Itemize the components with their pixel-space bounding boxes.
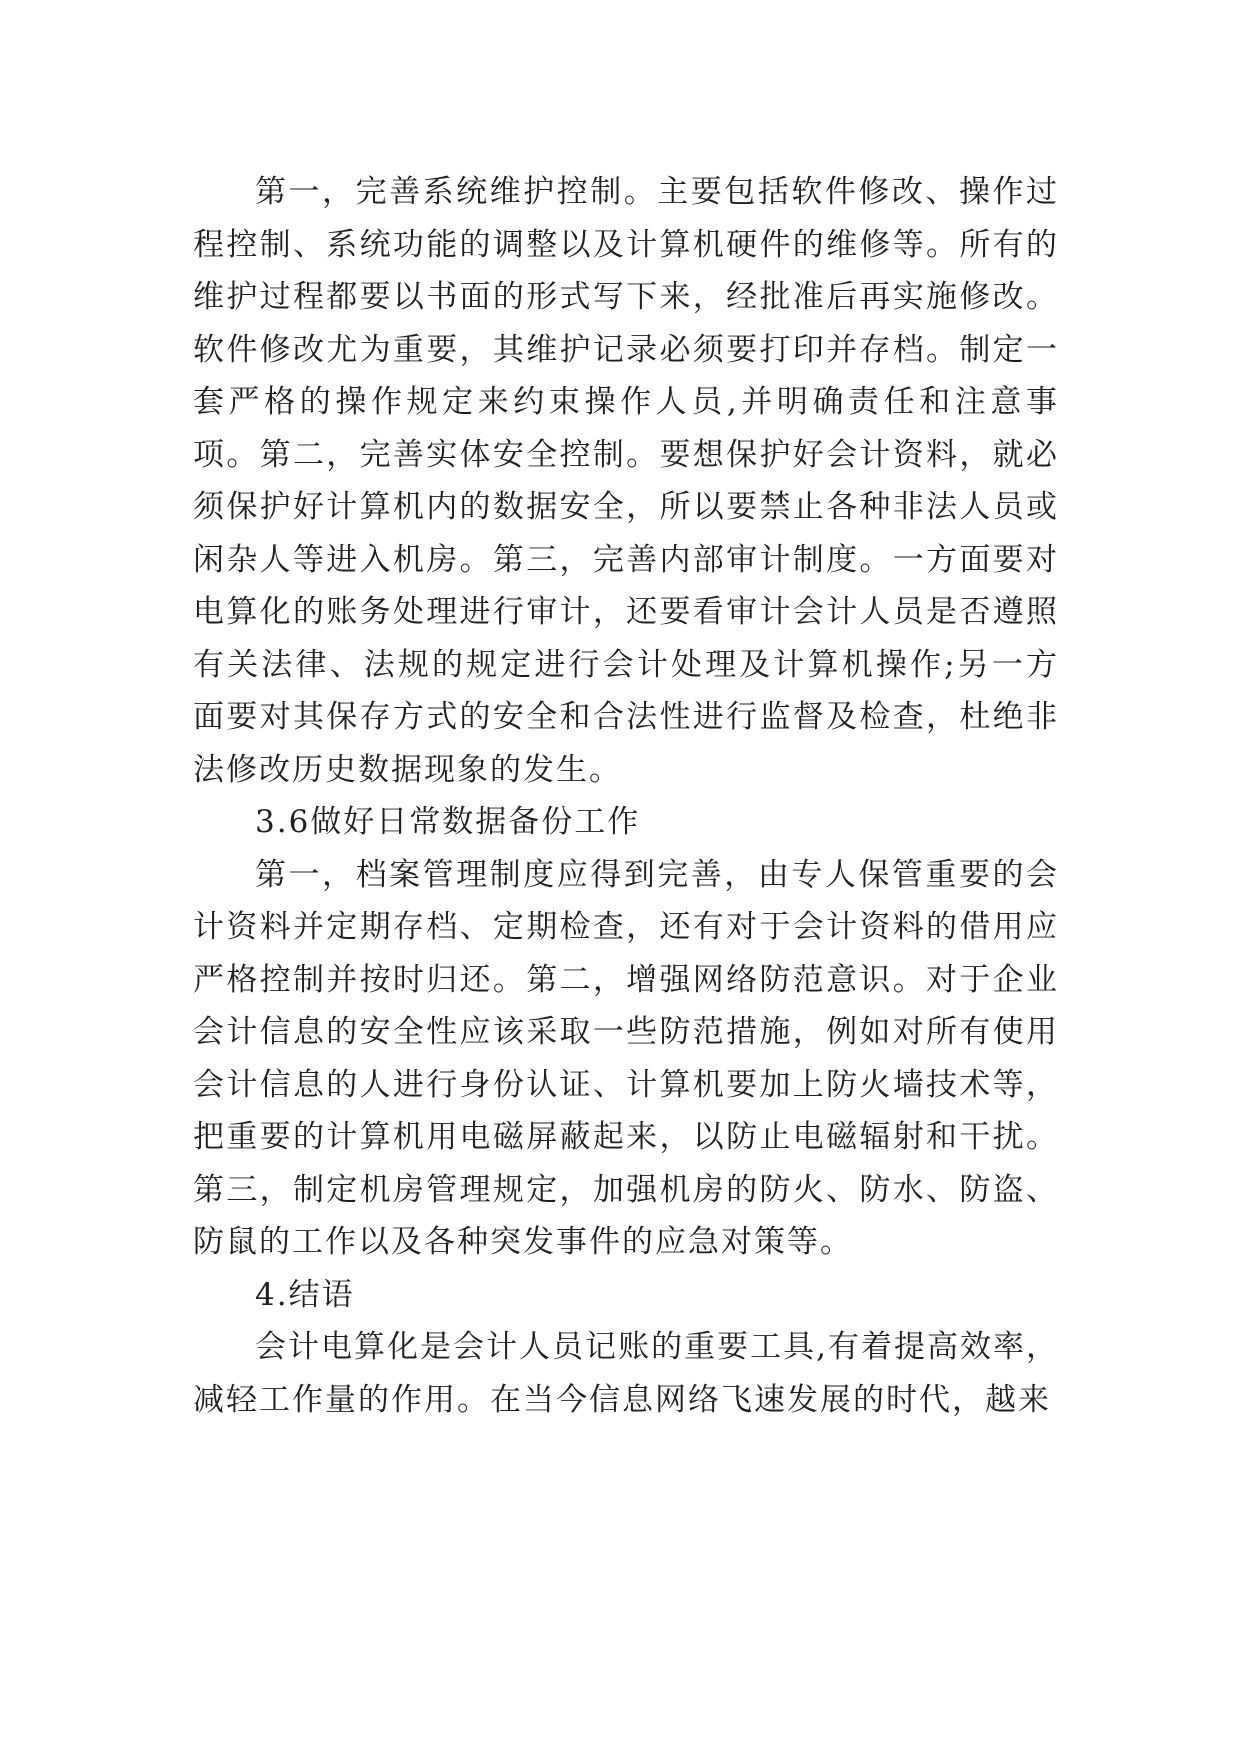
paragraph-conclusion: 会计电算化是会计人员记账的重要工具,有着提高效率，减轻工作量的作用。在当今信息网络飞速发展的时代，越来 — [193, 1329, 1059, 1418]
paragraph-maintenance-control: 第一，完善系统维护控制。主要包括软件修改、操作过程控制、系统功能的调整以及计算机硬件的维修等。所有的维护过程都要以书面的形式写下来，经批准后再实施修改。软件修改尤为重要，其维护记录必须要打印并存档。制定一套严格的操作规定来约束操作人员,并明确责任和注意事项。第二，完善实体安全控制。要想保护好会计资料，就必须保护好计算机内的数据安全，所以要禁止各种非法人员或闲杂人等进入机房。第三，完善内部审计制度。一方面要对电算化的账务处理进行审计，还要看审计会计人员是否遵照有关法律、法规的规定进行会计处理及计算机操作;另一方面要对其保存方式的安全和合法性进行监督及检查，杜绝非法修改历史数据现象的发生。 — [193, 174, 1059, 788]
document-body — [193, 166, 1059, 1426]
section-heading-4: 4.结语 — [255, 1276, 355, 1313]
paragraph-data-backup: 第一，档案管理制度应得到完善，由专人保管重要的会计资料并定期存档、定期检查，还有对于会计资料的借用应严格控制并按时归还。第二，增强网络防范意识。对于企业会计信息的安全性应该采取一些防范措施，例如对所有使用会计信息的人进行身份认证、计算机要加上防火墙技术等，把重要的计算机用电磁屏蔽起来，以防止电磁辐射和干扰。第三，制定机房管理规定，加强机房的防火、防水、防盗、防鼠的工作以及各种突发事件的应急对策等。 — [193, 856, 1059, 1260]
section-heading-3-6: 3.6做好日常数据备份工作 — [255, 804, 641, 840]
